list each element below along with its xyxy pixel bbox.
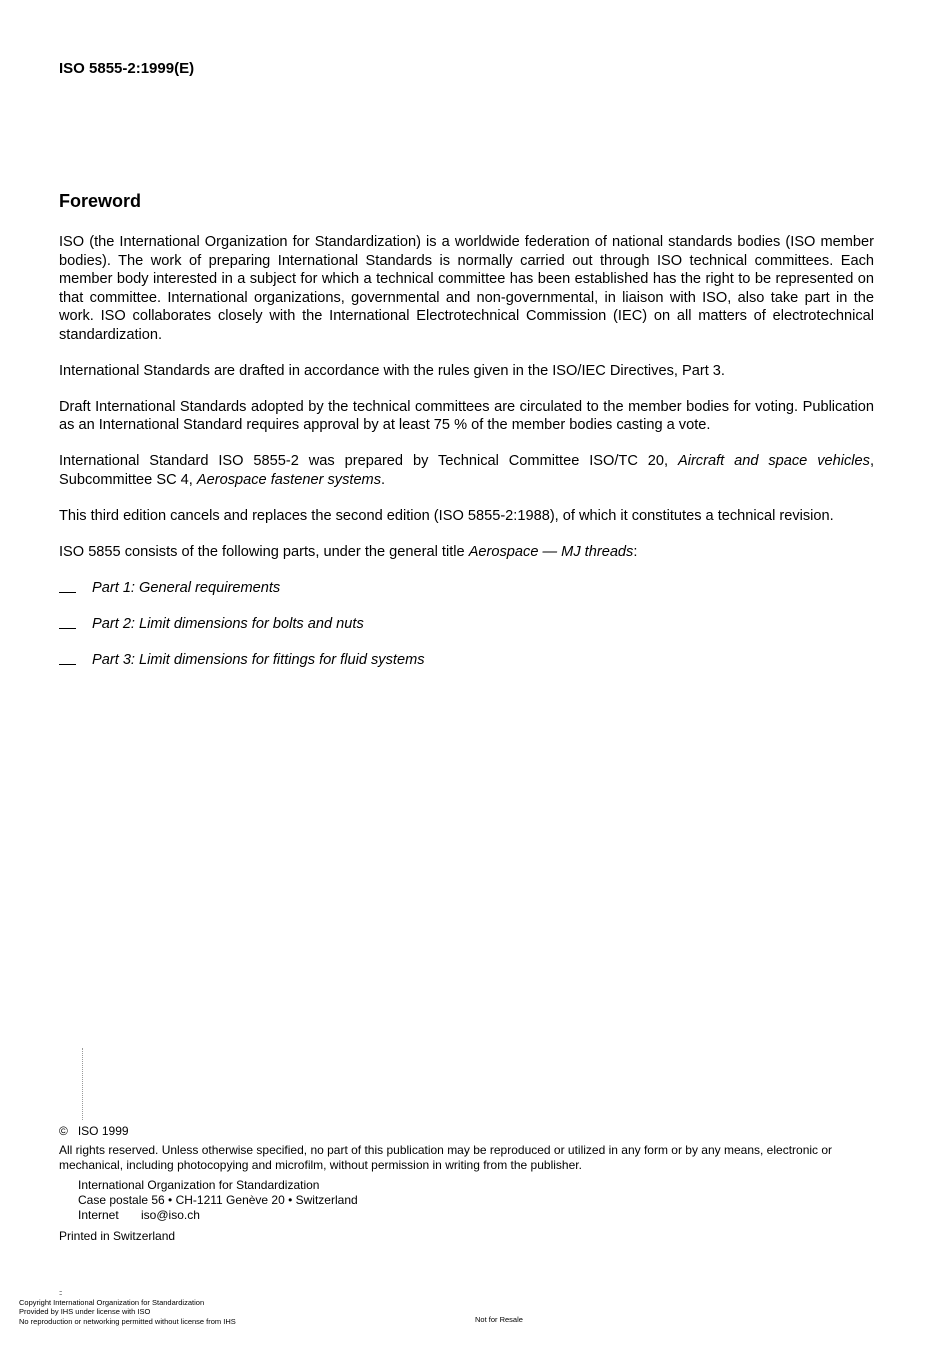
paragraph-directives: International Standards are drafted in accordance with the rules given in the ISO/IEC Directives, Part 3. <box>59 362 725 379</box>
license-footer <box>19 1288 236 1326</box>
document-id: ISO 5855-2:1999(E) <box>59 60 195 77</box>
part-label: Part 2: Limit dimensions for bolts and nuts <box>92 615 364 632</box>
parts-intro-text: ISO 5855 consists of the following parts, under the general title <box>59 543 469 560</box>
iso-address <box>78 1178 358 1223</box>
part-label: Part 3: Limit dimensions for fittings for fluid systems <box>92 651 425 668</box>
rights-statement: All rights reserved. Unless otherwise specified, no part of this publication may be reproduced or utilized in any form or by any means, electronic or mechanical, including photocopying and microfilm, without permission in writing from the publisher. <box>59 1143 833 1172</box>
footer-line-2: Provided by IHS under license with ISO <box>19 1307 151 1316</box>
paragraph-voting: Draft International Standards adopted by the technical committees are circulated to the member bodies for voting. Publication as an International Standard requires approval by at least 75 % of the member bodies casting a vote. <box>59 398 874 433</box>
copyright-symbol: © <box>59 1124 68 1138</box>
printed-location: Printed in Switzerland <box>59 1229 176 1243</box>
foreword-heading: Foreword <box>59 191 142 211</box>
dotted-margin-line <box>82 1048 85 1120</box>
internet-label: Internet <box>78 1208 119 1222</box>
foreword-body <box>59 233 874 687</box>
internet-address[interactable]: iso@iso.ch <box>141 1208 200 1222</box>
general-title: Aerospace — MJ threads <box>468 543 634 560</box>
dash-bullet <box>59 582 76 593</box>
prep-text-2: , Subcommittee SC 4, <box>59 453 874 488</box>
footer-marks: :: <box>59 1288 62 1297</box>
not-for-resale: Not for Resale <box>475 1315 523 1324</box>
prep-text-1: International Standard ISO 5855-2 was prepared by Technical Committee ISO/TC 20, <box>59 453 678 469</box>
dash-bullet <box>59 618 76 629</box>
org-name: International Organization for Standardization <box>78 1178 320 1192</box>
paragraph-iso-intro: ISO (the International Organization for Standardization) is a worldwide federation of national standards bodies (ISO member bodies). The work of preparing International Standards is normally carried out through ISO technical committees. Each member body interested in a subject for which a technical committee has been established has the right to be represented on that committee. International organizations, governmental and non-governmental, in liaison with ISO, also take part in the work. ISO collaborates closely with the International Electrotechnical Commission (IEC) on all matters of electrotechnical standardization. <box>59 234 874 343</box>
list-item <box>59 651 874 670</box>
parts-list <box>59 579 874 670</box>
subcommittee-title: Aerospace fastener systems <box>196 471 382 488</box>
part-label: Part 1: General requirements <box>92 579 281 596</box>
committee-title: Aircraft and space vehicles <box>677 453 870 469</box>
footer-line-3: No reproduction or networking permitted without license from IHS <box>19 1316 236 1326</box>
list-item <box>59 579 874 598</box>
paragraph-parts-intro <box>59 543 874 562</box>
list-item <box>59 615 874 634</box>
prep-text-3: . <box>381 471 386 488</box>
paragraph-preparation <box>59 452 874 489</box>
internet-line <box>78 1208 358 1223</box>
footer-line-1: Copyright International Organization for Standardization <box>19 1297 205 1307</box>
copyright-line <box>59 1124 129 1138</box>
dash-bullet <box>59 654 76 665</box>
parts-intro-colon: : <box>633 543 638 560</box>
paragraph-edition: This third edition cancels and replaces the second edition (ISO 5855-2:1988), of which it constitutes a technical revision. <box>59 507 834 524</box>
copyright-text: ISO 1999 <box>77 1124 129 1138</box>
postal-address: Case postale 56 • CH-1211 Genève 20 • Switzerland <box>78 1193 358 1207</box>
